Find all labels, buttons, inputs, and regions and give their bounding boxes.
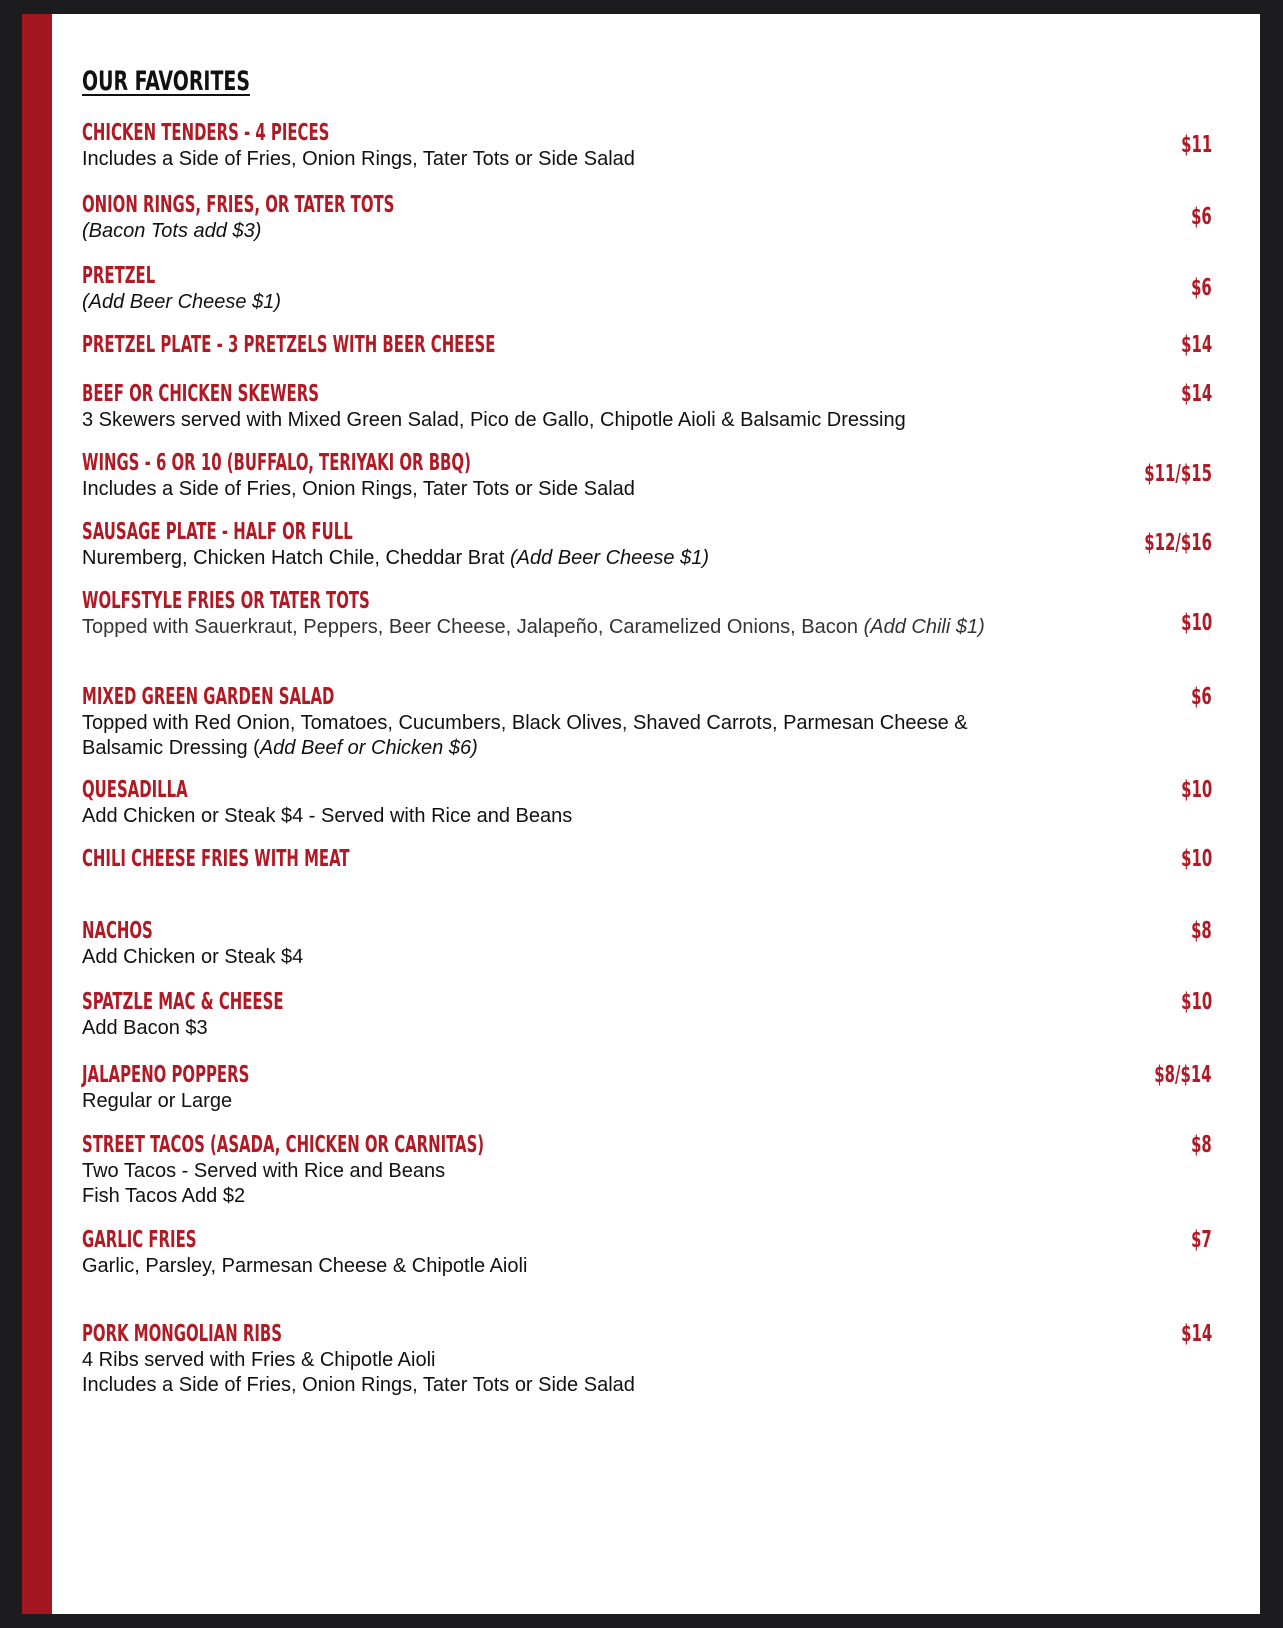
item-price: $6 <box>1191 275 1212 301</box>
item-name: GARLIC FRIES <box>82 1227 197 1253</box>
item-name: JALAPENO POPPERS <box>82 1062 250 1088</box>
item-price: $10 <box>1180 846 1212 872</box>
item-name: PRETZEL <box>82 263 156 289</box>
item-description: Regular or Large <box>82 1090 233 1112</box>
item-description-italic: (Bacon Tots add $3) <box>82 220 262 242</box>
item-price: $10 <box>1180 610 1212 636</box>
item-description: Includes a Side of Fries, Onion Rings, Tater Tots or Side Salad <box>82 148 635 170</box>
item-name: QUESADILLA <box>82 777 188 803</box>
item-name: ONION RINGS, FRIES, OR TATER TOTS <box>82 192 395 218</box>
item-description-line-2: Fish Tacos Add $2 <box>82 1185 246 1207</box>
item-description <box>82 711 1042 761</box>
item-description-text: Nuremberg, Chicken Hatch Chile, Cheddar Brat <box>82 547 505 569</box>
item-description <box>82 219 1042 244</box>
item-name: BEEF OR CHICKEN SKEWERS <box>82 381 319 407</box>
item-price: $14 <box>1180 332 1212 358</box>
item-price: $14 <box>1180 1321 1212 1347</box>
item-price: $11/$15 <box>1144 461 1212 487</box>
item-price: $8 <box>1191 1132 1212 1158</box>
menu-item-pork-ribs <box>82 1321 1212 1398</box>
item-name: PORK MONGOLIAN RIBS <box>82 1321 282 1347</box>
item-name: SAUSAGE PLATE - HALF OR FULL <box>82 519 353 545</box>
item-price: $7 <box>1191 1227 1212 1253</box>
red-accent-bar <box>22 14 52 1614</box>
item-price: $6 <box>1191 684 1212 710</box>
item-description-paren: ( <box>253 737 260 759</box>
menu-item-sausage-plate <box>82 519 1212 571</box>
item-name: MIXED GREEN GARDEN SALAD <box>82 684 335 710</box>
menu-item-pretzel <box>82 263 1212 315</box>
item-name: SPATZLE MAC & CHEESE <box>82 989 284 1015</box>
menu-item-garden-salad <box>82 684 1212 761</box>
menu-page <box>22 14 1260 1614</box>
item-description: Includes a Side of Fries, Onion Rings, Tater Tots or Side Salad <box>82 478 635 500</box>
menu-item-pretzel-plate <box>82 332 1212 359</box>
menu-item-street-tacos <box>82 1132 1212 1209</box>
menu-item-skewers <box>82 381 1212 433</box>
item-description: Garlic, Parsley, Parmesan Cheese & Chipotle Aioli <box>82 1255 528 1277</box>
item-description <box>82 615 1042 640</box>
item-description-text: Topped with Red Onion, Tomatoes, Cucumbers, Black Olives, Shaved Carrots, Parmesan Cheese & Balsamic Dressing <box>82 712 968 759</box>
menu-item-onion-rings <box>82 192 1212 244</box>
item-description: Add Chicken or Steak $4 - Served with Rice and Beans <box>82 805 573 827</box>
menu-item-spatzle-mac <box>82 989 1212 1041</box>
item-description-italic: (Add Beer Cheese $1) <box>509 547 709 569</box>
menu-item-garlic-fries <box>82 1227 1212 1279</box>
item-price: $12/$16 <box>1144 530 1212 556</box>
item-name: CHICKEN TENDERS - 4 PIECES <box>82 120 330 146</box>
item-name: WOLFSTYLE FRIES OR TATER TOTS <box>82 588 370 614</box>
item-price: $8/$14 <box>1154 1062 1212 1088</box>
item-name: NACHOS <box>82 918 153 944</box>
item-description: Two Tacos - Served with Rice and Beans <box>82 1160 446 1182</box>
item-price: $6 <box>1191 204 1212 230</box>
item-name: WINGS - 6 OR 10 (BUFFALO, TERIYAKI OR BBQ) <box>82 450 471 476</box>
item-description: 4 Ribs served with Fries & Chipotle Aioli <box>82 1349 436 1371</box>
item-description <box>82 546 1042 571</box>
item-description: 3 Skewers served with Mixed Green Salad, Pico de Gallo, Chipotle Aioli & Balsamic Dressing <box>82 409 906 431</box>
item-description-text: Topped with Sauerkraut, Peppers, Beer Cheese, Jalapeño, Caramelized Onions, Bacon <box>82 616 859 638</box>
menu-title: OUR FAVORITES <box>82 66 250 97</box>
item-name: PRETZEL PLATE - 3 PRETZELS WITH BEER CHEESE <box>82 332 496 358</box>
item-description-italic: Add Beef or Chicken $6) <box>259 737 478 759</box>
item-price: $14 <box>1180 381 1212 407</box>
item-price: $11 <box>1180 132 1212 158</box>
item-description-italic: (Add Chili $1) <box>863 616 985 638</box>
item-price: $10 <box>1180 989 1212 1015</box>
item-price: $8 <box>1191 918 1212 944</box>
item-price: $10 <box>1180 777 1212 803</box>
menu-item-chicken-tenders <box>82 120 1212 172</box>
item-description: Add Bacon $3 <box>82 1017 208 1039</box>
item-description-line-2: Includes a Side of Fries, Onion Rings, Tater Tots or Side Salad <box>82 1374 635 1396</box>
item-description <box>82 290 1042 315</box>
menu-item-wings <box>82 450 1212 502</box>
menu-item-quesadilla <box>82 777 1212 829</box>
item-description: Add Chicken or Steak $4 <box>82 946 304 968</box>
menu-item-chili-cheese-fries <box>82 846 1212 873</box>
item-name: STREET TACOS (ASADA, CHICKEN OR CARNITAS) <box>82 1132 485 1158</box>
menu-item-jalapeno-poppers <box>82 1062 1212 1114</box>
item-name: CHILI CHEESE FRIES WITH MEAT <box>82 846 350 872</box>
item-description-italic: (Add Beer Cheese $1) <box>82 291 282 313</box>
menu-item-wolfstyle-fries <box>82 588 1212 640</box>
menu-item-nachos <box>82 918 1212 970</box>
